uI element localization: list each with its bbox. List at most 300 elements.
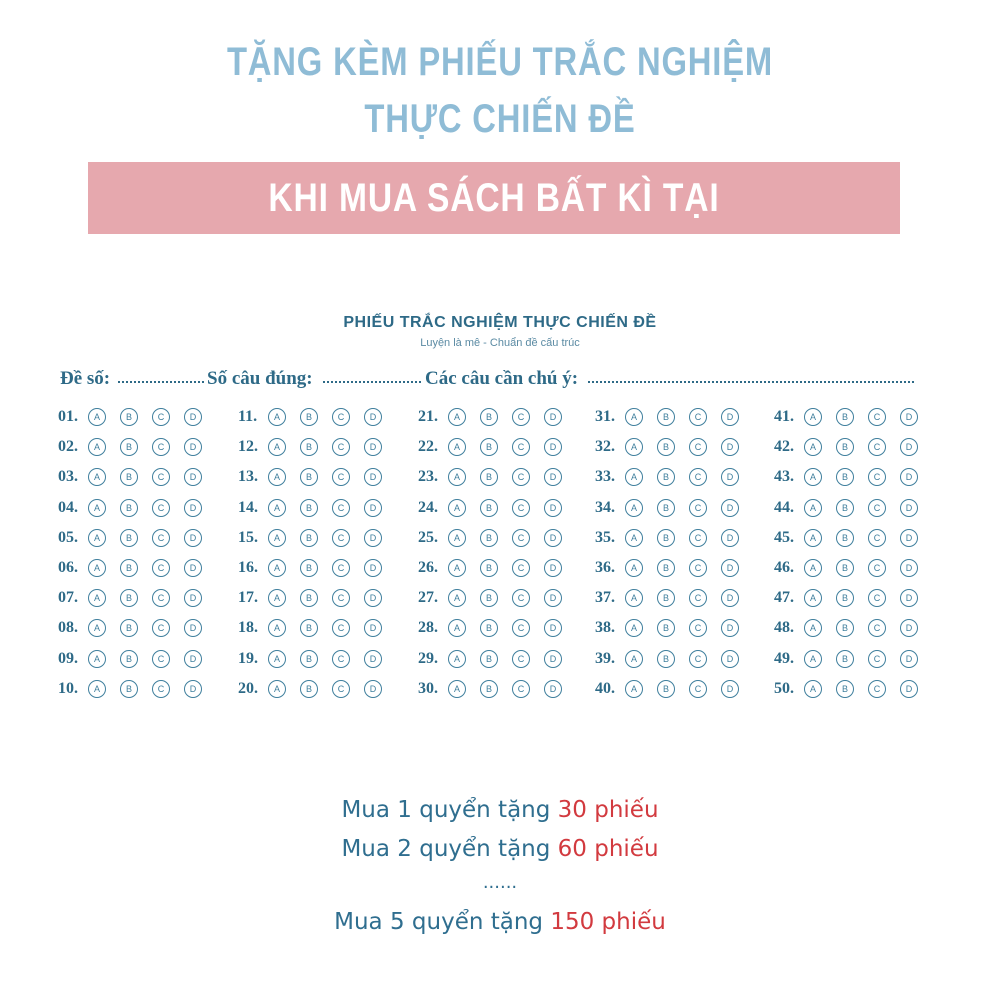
answer-bubble-c[interactable]: C (689, 650, 707, 668)
answer-bubble-d[interactable]: D (184, 499, 202, 517)
answer-bubble-a[interactable]: A (448, 438, 466, 456)
answer-bubble-d[interactable]: D (900, 499, 918, 517)
answer-bubble-d[interactable]: D (544, 499, 562, 517)
answer-row (418, 432, 588, 462)
answer-bubble-a[interactable]: A (88, 529, 106, 547)
answer-bubble-a[interactable]: A (268, 680, 286, 698)
answer-bubble-a[interactable]: A (625, 650, 643, 668)
answer-bubble-d[interactable]: D (721, 438, 739, 456)
answer-bubble-d[interactable]: D (184, 650, 202, 668)
offer-highlight: 60 phiếu (557, 836, 659, 862)
answer-bubble-b[interactable]: B (120, 589, 138, 607)
offer-line (0, 909, 1000, 935)
answer-bubble-c[interactable]: C (868, 468, 886, 486)
answer-bubble-d[interactable]: D (721, 468, 739, 486)
answer-bubble-d[interactable]: D (721, 529, 739, 547)
answer-bubble-a[interactable]: A (804, 589, 822, 607)
answer-bubble-c[interactable]: C (689, 559, 707, 577)
question-number: 20. (238, 679, 258, 697)
answer-bubble-d[interactable]: D (364, 468, 382, 486)
answer-bubble-d[interactable]: D (544, 408, 562, 426)
question-number: 22. (418, 438, 438, 456)
offer-line (0, 797, 1000, 823)
answer-bubble-b[interactable]: B (657, 408, 675, 426)
answer-bubble-d[interactable]: D (364, 438, 382, 456)
question-number: 09. (58, 649, 78, 667)
question-number: 32. (595, 438, 615, 456)
answer-bubble-b[interactable]: B (120, 529, 138, 547)
answer-bubble-c[interactable]: C (512, 468, 530, 486)
answer-bubble-d[interactable]: D (364, 408, 382, 426)
answer-bubble-c[interactable]: C (868, 650, 886, 668)
answer-row (238, 402, 408, 432)
answer-bubble-b[interactable]: B (836, 499, 854, 517)
answer-bubble-c[interactable]: C (332, 468, 350, 486)
answer-bubble-d[interactable]: D (900, 589, 918, 607)
question-number: 41. (774, 408, 794, 426)
answer-bubble-d[interactable]: D (544, 650, 562, 668)
promo-banner-text: KHI MUA SÁCH BẤT KÌ TẠI TRANGANHBOOK (268, 176, 720, 292)
answer-bubble-b[interactable]: B (836, 529, 854, 547)
answer-bubble-c[interactable]: C (332, 589, 350, 607)
answer-bubble-a[interactable]: A (268, 408, 286, 426)
answer-bubble-b[interactable]: B (657, 650, 675, 668)
question-number: 38. (595, 619, 615, 637)
answer-bubble-c[interactable]: C (512, 499, 530, 517)
answer-bubble-b[interactable]: B (480, 529, 498, 547)
answer-bubble-a[interactable]: A (625, 559, 643, 577)
answer-bubble-d[interactable]: D (184, 529, 202, 547)
answer-bubble-a[interactable]: A (88, 559, 106, 577)
answer-bubble-a[interactable]: A (625, 680, 643, 698)
answer-bubble-d[interactable]: D (721, 619, 739, 637)
answer-bubble-b[interactable]: B (480, 589, 498, 607)
answer-bubble-a[interactable]: A (268, 559, 286, 577)
answer-column (238, 402, 408, 704)
question-number: 29. (418, 649, 438, 667)
answer-bubble-c[interactable]: C (152, 650, 170, 668)
answer-bubble-b[interactable]: B (480, 499, 498, 517)
answer-row (58, 553, 228, 583)
answer-row (774, 493, 944, 523)
answer-bubble-c[interactable]: C (152, 408, 170, 426)
answer-bubble-a[interactable]: A (268, 650, 286, 668)
answer-bubble-d[interactable]: D (721, 559, 739, 577)
answer-bubble-a[interactable]: A (804, 499, 822, 517)
answer-bubble-a[interactable]: A (804, 468, 822, 486)
answer-bubble-b[interactable]: B (836, 438, 854, 456)
answer-bubble-a[interactable]: A (625, 589, 643, 607)
offer-highlight: 150 phiếu (550, 909, 666, 935)
answer-bubble-a[interactable]: A (448, 650, 466, 668)
answer-bubble-d[interactable]: D (364, 529, 382, 547)
answer-bubble-a[interactable]: A (268, 499, 286, 517)
offer-text: ...... (482, 872, 518, 893)
answer-bubble-d[interactable]: D (184, 680, 202, 698)
question-number: 40. (595, 679, 615, 697)
answer-bubble-d[interactable]: D (900, 438, 918, 456)
question-number: 04. (58, 498, 78, 516)
answer-bubble-b[interactable]: B (657, 438, 675, 456)
answer-bubble-a[interactable]: A (88, 468, 106, 486)
answer-bubble-c[interactable]: C (332, 680, 350, 698)
answer-bubble-c[interactable]: C (689, 619, 707, 637)
answer-bubble-a[interactable]: A (448, 468, 466, 486)
answer-bubble-d[interactable]: D (721, 408, 739, 426)
question-number: 25. (418, 528, 438, 546)
answer-bubble-b[interactable]: B (480, 650, 498, 668)
answer-bubble-d[interactable]: D (900, 468, 918, 486)
question-number: 44. (774, 498, 794, 516)
answer-bubble-a[interactable]: A (88, 619, 106, 637)
answer-bubble-c[interactable]: C (512, 529, 530, 547)
answer-sheet-title: PHIẾU TRẮC NGHIỆM THỰC CHIẾN ĐỀ (343, 314, 657, 331)
answer-bubble-b[interactable]: B (836, 680, 854, 698)
answer-bubble-c[interactable]: C (332, 619, 350, 637)
answer-bubble-b[interactable]: B (480, 468, 498, 486)
answer-bubble-a[interactable]: A (804, 529, 822, 547)
answer-row (418, 613, 588, 643)
answer-bubble-c[interactable]: C (512, 680, 530, 698)
question-number: 13. (238, 468, 258, 486)
answer-bubble-c[interactable]: C (868, 559, 886, 577)
answer-bubble-a[interactable]: A (88, 408, 106, 426)
answer-bubble-a[interactable]: A (804, 619, 822, 637)
question-number: 10. (58, 679, 78, 697)
answer-bubble-a[interactable]: A (804, 408, 822, 426)
answer-row (595, 462, 765, 492)
answer-bubble-d[interactable]: D (721, 680, 739, 698)
answer-bubble-c[interactable]: C (152, 559, 170, 577)
answer-bubble-c[interactable]: C (332, 438, 350, 456)
answer-bubble-c[interactable]: C (152, 438, 170, 456)
answer-bubble-d[interactable]: D (544, 589, 562, 607)
answer-row (238, 462, 408, 492)
answer-row (58, 462, 228, 492)
answer-bubble-a[interactable]: A (804, 650, 822, 668)
answer-bubble-d[interactable]: D (544, 529, 562, 547)
answer-row (774, 644, 944, 674)
answer-bubble-c[interactable]: C (868, 680, 886, 698)
question-number: 01. (58, 408, 78, 426)
question-number: 36. (595, 559, 615, 577)
answer-row (418, 674, 588, 704)
answer-bubble-c[interactable]: C (332, 650, 350, 668)
answer-row (418, 493, 588, 523)
answer-row (774, 553, 944, 583)
answer-bubble-a[interactable]: A (268, 529, 286, 547)
answer-bubble-d[interactable]: D (721, 499, 739, 517)
answer-bubble-c[interactable]: C (512, 559, 530, 577)
answer-bubble-c[interactable]: C (689, 589, 707, 607)
answer-bubble-c[interactable]: C (689, 438, 707, 456)
answer-row (595, 493, 765, 523)
answer-bubble-b[interactable]: B (300, 408, 318, 426)
answer-bubble-b[interactable]: B (120, 559, 138, 577)
answer-bubble-b[interactable]: B (480, 619, 498, 637)
question-number: 48. (774, 619, 794, 637)
answer-bubble-b[interactable]: B (120, 680, 138, 698)
answer-bubble-b[interactable]: B (300, 468, 318, 486)
answer-bubble-b[interactable]: B (300, 619, 318, 637)
answer-bubble-a[interactable]: A (448, 680, 466, 698)
answer-bubble-a[interactable]: A (268, 589, 286, 607)
answer-bubble-b[interactable]: B (120, 499, 138, 517)
answer-row (418, 402, 588, 432)
answer-bubble-b[interactable]: B (657, 559, 675, 577)
answer-bubble-b[interactable]: B (836, 589, 854, 607)
answer-bubble-c[interactable]: C (868, 529, 886, 547)
question-number: 46. (774, 559, 794, 577)
answer-row (418, 583, 588, 613)
answer-bubble-a[interactable]: A (88, 680, 106, 698)
answer-bubble-d[interactable]: D (184, 559, 202, 577)
answer-bubble-d[interactable]: D (364, 680, 382, 698)
answer-bubble-a[interactable]: A (268, 619, 286, 637)
answer-bubble-d[interactable]: D (544, 680, 562, 698)
answer-bubble-d[interactable]: D (364, 619, 382, 637)
answer-bubble-c[interactable]: C (152, 589, 170, 607)
offer-text: Mua 1 quyển tặng (341, 797, 558, 823)
question-number: 11. (238, 408, 258, 426)
answer-grid (58, 402, 938, 702)
answer-row (595, 674, 765, 704)
question-number: 50. (774, 679, 794, 697)
answer-row (595, 613, 765, 643)
question-number: 37. (595, 589, 615, 607)
answer-bubble-d[interactable]: D (544, 619, 562, 637)
promo-banner (88, 162, 900, 292)
question-number: 23. (418, 468, 438, 486)
answer-bubble-b[interactable]: B (120, 650, 138, 668)
answer-bubble-d[interactable]: D (721, 650, 739, 668)
answer-bubble-a[interactable]: A (268, 438, 286, 456)
question-number: 28. (418, 619, 438, 637)
answer-bubble-b[interactable]: B (480, 680, 498, 698)
question-number: 45. (774, 528, 794, 546)
answer-bubble-c[interactable]: C (512, 619, 530, 637)
answer-bubble-a[interactable]: A (88, 438, 106, 456)
answer-bubble-c[interactable]: C (868, 438, 886, 456)
answer-bubble-d[interactable]: D (184, 408, 202, 426)
offer-line (0, 836, 1000, 862)
answer-row (595, 583, 765, 613)
answer-bubble-b[interactable]: B (300, 589, 318, 607)
answer-bubble-b[interactable]: B (836, 408, 854, 426)
notes-blank (588, 381, 914, 383)
answer-bubble-d[interactable]: D (364, 589, 382, 607)
question-number: 19. (238, 649, 258, 667)
answer-bubble-c[interactable]: C (868, 408, 886, 426)
answer-bubble-c[interactable]: C (152, 619, 170, 637)
answer-bubble-d[interactable]: D (544, 559, 562, 577)
question-number: 35. (595, 528, 615, 546)
answer-bubble-b[interactable]: B (300, 499, 318, 517)
answer-row (238, 613, 408, 643)
question-number: 24. (418, 498, 438, 516)
answer-bubble-a[interactable]: A (268, 468, 286, 486)
answer-bubble-a[interactable]: A (804, 438, 822, 456)
answer-bubble-a[interactable]: A (88, 650, 106, 668)
answer-bubble-a[interactable]: A (448, 589, 466, 607)
answer-bubble-c[interactable]: C (689, 468, 707, 486)
answer-bubble-a[interactable]: A (625, 529, 643, 547)
answer-bubble-c[interactable]: C (689, 499, 707, 517)
question-number: 31. (595, 408, 615, 426)
answer-bubble-d[interactable]: D (184, 438, 202, 456)
answer-bubble-b[interactable]: B (657, 589, 675, 607)
answer-bubble-b[interactable]: B (836, 650, 854, 668)
answer-row (774, 462, 944, 492)
answer-row (58, 493, 228, 523)
answer-bubble-b[interactable]: B (657, 529, 675, 547)
answer-bubble-c[interactable]: C (512, 650, 530, 668)
answer-column (595, 402, 765, 704)
answer-bubble-a[interactable]: A (804, 559, 822, 577)
answer-bubble-b[interactable]: B (120, 619, 138, 637)
answer-bubble-b[interactable]: B (120, 468, 138, 486)
answer-row (418, 523, 588, 553)
answer-row (774, 523, 944, 553)
answer-bubble-d[interactable]: D (900, 559, 918, 577)
answer-bubble-b[interactable]: B (480, 559, 498, 577)
answer-bubble-d[interactable]: D (364, 559, 382, 577)
answer-bubble-c[interactable]: C (689, 680, 707, 698)
answer-row (418, 644, 588, 674)
answer-bubble-c[interactable]: C (689, 408, 707, 426)
answer-bubble-d[interactable]: D (184, 589, 202, 607)
answer-bubble-d[interactable]: D (900, 529, 918, 547)
answer-bubble-c[interactable]: C (689, 529, 707, 547)
answer-bubble-c[interactable]: C (868, 619, 886, 637)
answer-bubble-c[interactable]: C (868, 499, 886, 517)
answer-bubble-d[interactable]: D (184, 619, 202, 637)
answer-row (238, 583, 408, 613)
answer-bubble-b[interactable]: B (300, 529, 318, 547)
answer-bubble-c[interactable]: C (152, 680, 170, 698)
answer-bubble-a[interactable]: A (625, 408, 643, 426)
answer-bubble-a[interactable]: A (804, 680, 822, 698)
answer-bubble-b[interactable]: B (657, 499, 675, 517)
promo-headline-line1: TẶNG KÈM PHIẾU TRẮC NGHIỆM (226, 40, 774, 84)
answer-bubble-b[interactable]: B (657, 468, 675, 486)
answer-column (418, 402, 588, 704)
answer-row (774, 674, 944, 704)
answer-bubble-b[interactable]: B (300, 680, 318, 698)
answer-bubble-b[interactable]: B (300, 438, 318, 456)
question-number: 14. (238, 498, 258, 516)
answer-bubble-c[interactable]: C (332, 559, 350, 577)
question-number: 42. (774, 438, 794, 456)
answer-row (418, 553, 588, 583)
answer-bubble-b[interactable]: B (120, 438, 138, 456)
answer-bubble-b[interactable]: B (120, 408, 138, 426)
correct-count-blank (323, 381, 421, 383)
answer-bubble-b[interactable]: B (300, 650, 318, 668)
answer-bubble-d[interactable]: D (364, 650, 382, 668)
question-number: 47. (774, 589, 794, 607)
question-number: 49. (774, 649, 794, 667)
answer-bubble-a[interactable]: A (625, 619, 643, 637)
answer-row (595, 432, 765, 462)
answer-bubble-b[interactable]: B (836, 619, 854, 637)
answer-row (238, 523, 408, 553)
answer-bubble-c[interactable]: C (152, 468, 170, 486)
answer-row (238, 432, 408, 462)
answer-bubble-c[interactable]: C (332, 499, 350, 517)
answer-bubble-d[interactable]: D (900, 619, 918, 637)
answer-bubble-b[interactable]: B (836, 468, 854, 486)
answer-bubble-a[interactable]: A (88, 499, 106, 517)
answer-bubble-b[interactable]: B (480, 438, 498, 456)
answer-bubble-c[interactable]: C (152, 529, 170, 547)
question-number: 16. (238, 559, 258, 577)
answer-row (774, 613, 944, 643)
answer-bubble-c[interactable]: C (332, 529, 350, 547)
question-number: 07. (58, 589, 78, 607)
answer-bubble-d[interactable]: D (544, 438, 562, 456)
answer-row (58, 613, 228, 643)
answer-bubble-a[interactable]: A (88, 589, 106, 607)
answer-bubble-a[interactable]: A (448, 408, 466, 426)
answer-bubble-a[interactable]: A (625, 468, 643, 486)
answer-bubble-c[interactable]: C (152, 499, 170, 517)
answer-bubble-c[interactable]: C (512, 589, 530, 607)
answer-bubble-d[interactable]: D (900, 680, 918, 698)
question-number: 02. (58, 438, 78, 456)
answer-row (595, 553, 765, 583)
answer-bubble-c[interactable]: C (868, 589, 886, 607)
answer-bubble-d[interactable]: D (721, 589, 739, 607)
answer-bubble-c[interactable]: C (512, 438, 530, 456)
answer-bubble-a[interactable]: A (448, 559, 466, 577)
question-number: 21. (418, 408, 438, 426)
answer-bubble-c[interactable]: C (512, 408, 530, 426)
answer-bubble-b[interactable]: B (657, 619, 675, 637)
question-number: 30. (418, 679, 438, 697)
question-number: 34. (595, 498, 615, 516)
answer-bubble-b[interactable]: B (300, 559, 318, 577)
answer-row (595, 644, 765, 674)
answer-row (595, 402, 765, 432)
answer-bubble-a[interactable]: A (448, 529, 466, 547)
answer-bubble-b[interactable]: B (657, 680, 675, 698)
answer-row (418, 462, 588, 492)
answer-row (58, 674, 228, 704)
answer-row (238, 553, 408, 583)
answer-bubble-d[interactable]: D (544, 468, 562, 486)
answer-bubble-d[interactable]: D (900, 408, 918, 426)
answer-row (774, 583, 944, 613)
answer-row (238, 493, 408, 523)
answer-bubble-c[interactable]: C (332, 408, 350, 426)
answer-bubble-d[interactable]: D (364, 499, 382, 517)
answer-bubble-d[interactable]: D (900, 650, 918, 668)
exam-number-blank (118, 381, 204, 383)
answer-row (58, 402, 228, 432)
question-number: 17. (238, 589, 258, 607)
answer-bubble-a[interactable]: A (448, 499, 466, 517)
answer-bubble-d[interactable]: D (184, 468, 202, 486)
exam-number-label: Đề số: (60, 368, 111, 389)
answer-column (774, 402, 944, 704)
answer-bubble-b[interactable]: B (480, 408, 498, 426)
answer-bubble-b[interactable]: B (836, 559, 854, 577)
answer-bubble-a[interactable]: A (448, 619, 466, 637)
question-number: 05. (58, 528, 78, 546)
answer-bubble-a[interactable]: A (625, 438, 643, 456)
answer-bubble-a[interactable]: A (625, 499, 643, 517)
